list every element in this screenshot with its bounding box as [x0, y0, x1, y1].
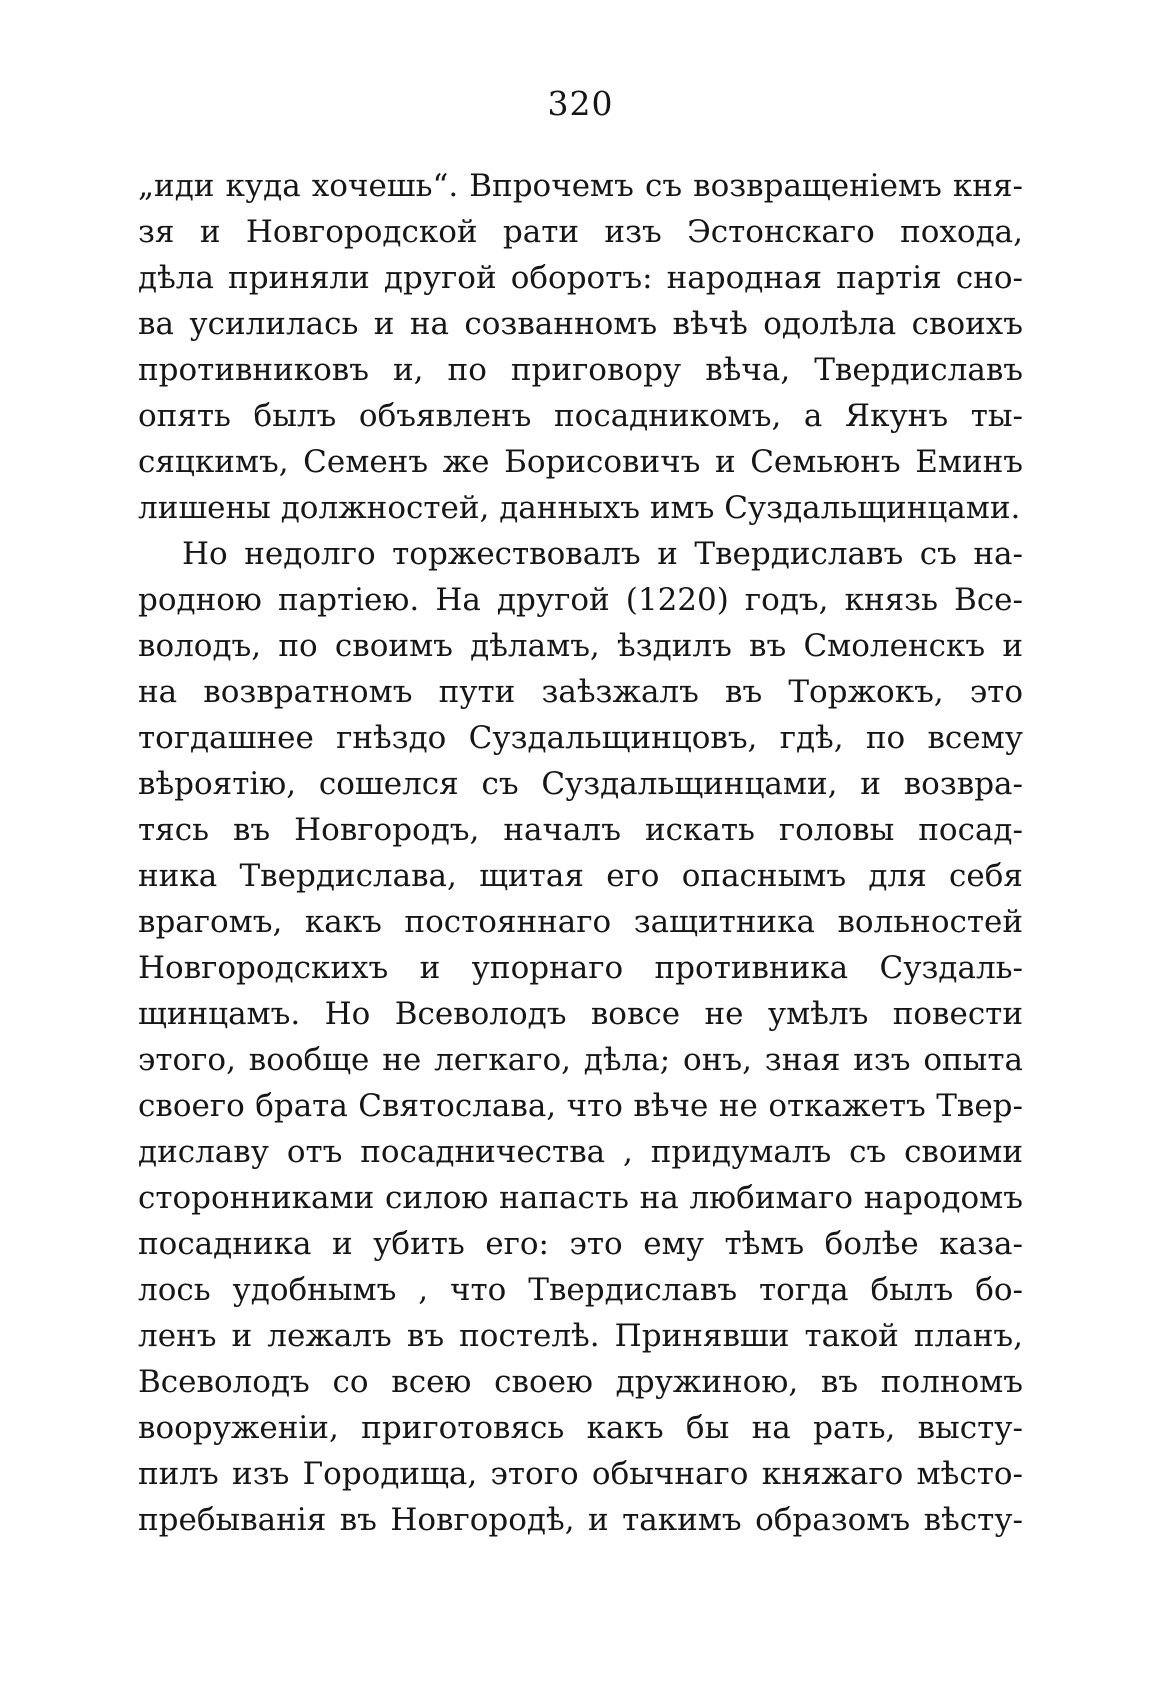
text-line: посадника и убить его: это ему тѣмъ болѣе каза-	[138, 1226, 1023, 1262]
body-text	[138, 163, 1023, 1543]
text-line: опять былъ объявленъ посадникомъ, а Якунъ ты-	[138, 398, 1023, 434]
text-line: „иди куда хочешь“. Впрочемъ съ возвращенiемъ кня-	[138, 168, 1023, 204]
text-line: диславу отъ посадничества , придумалъ съ своими	[138, 1134, 1023, 1170]
text-line: Новгородскихъ и упорнаго противника Суздаль-	[138, 950, 1023, 986]
text-line: сяцкимъ, Семенъ же Борисовичъ и Семьюнъ Еминъ	[138, 444, 1023, 480]
text-line: зя и Новгородской рати изъ Эстонскаго похода,	[138, 214, 1023, 250]
text-line: пилъ изъ Городища, этого обычнаго княжаго мѣсто-	[138, 1456, 1023, 1492]
text-line: тясь въ Новгородъ, началъ искать головы посад-	[138, 812, 1023, 848]
text-line: родною партiею. На другой (1220) годъ, князь Все-	[138, 582, 1023, 618]
text-line: врагомъ, какъ постояннаго защитника вольностей	[138, 904, 1023, 940]
text-line: на возвратномъ пути заѣзжалъ въ Торжокъ, это	[138, 674, 1023, 710]
text-line: лишены должностей, данныхъ имъ Суздальщинцами.	[138, 490, 1021, 526]
text-line: тогдашнее гнѣздо Суздальщинцовъ, гдѣ, по всему	[138, 720, 1023, 756]
text-line: пребыванiя въ Новгородѣ, и такимъ образомъ вѣсту-	[138, 1502, 1023, 1538]
text-line: щинцамъ. Но Всеволодъ вовсе не умѣлъ повести	[138, 996, 1023, 1032]
text-line: ника Твердислава, щитая его опаснымъ для себя	[138, 858, 1023, 894]
text-line: ва усилилась и на созванномъ вѣчѣ одолѣла своихъ	[138, 306, 1023, 342]
text-line: этого, вообще не легкаго, дѣла; онъ, зная изъ опыта	[138, 1042, 1023, 1078]
text-line: своего брата Святослава, что вѣче не откажетъ Твер-	[138, 1088, 1023, 1124]
paragraph-first-line: Но недолго торжествовалъ и Твердиславъ съ на-	[182, 536, 1023, 572]
page-number: 320	[547, 84, 614, 123]
text-line: вѣроятiю, сошелся съ Суздальщинцами, и возвра-	[138, 766, 1023, 802]
text-line: противниковъ и, по приговору вѣча, Твердиславъ	[138, 352, 1023, 388]
text-line: Всеволодъ со всею своею дружиною, въ полномъ	[138, 1364, 1023, 1400]
text-line: дѣла приняли другой оборотъ: народная партiя сно-	[138, 260, 1023, 296]
text-line: володъ, по своимъ дѣламъ, ѣздилъ въ Смоленскъ и	[138, 628, 1023, 664]
text-line: ленъ и лежалъ въ постелѣ. Принявши такой планъ,	[138, 1318, 1023, 1354]
text-line: вооруженiи, приготовясь какъ бы на рать, высту-	[138, 1410, 1023, 1446]
text-line: сторонниками силою напасть на любимаго народомъ	[138, 1180, 1023, 1216]
text-line: лось удобнымъ , что Твердиславъ тогда былъ бо-	[138, 1272, 1023, 1308]
